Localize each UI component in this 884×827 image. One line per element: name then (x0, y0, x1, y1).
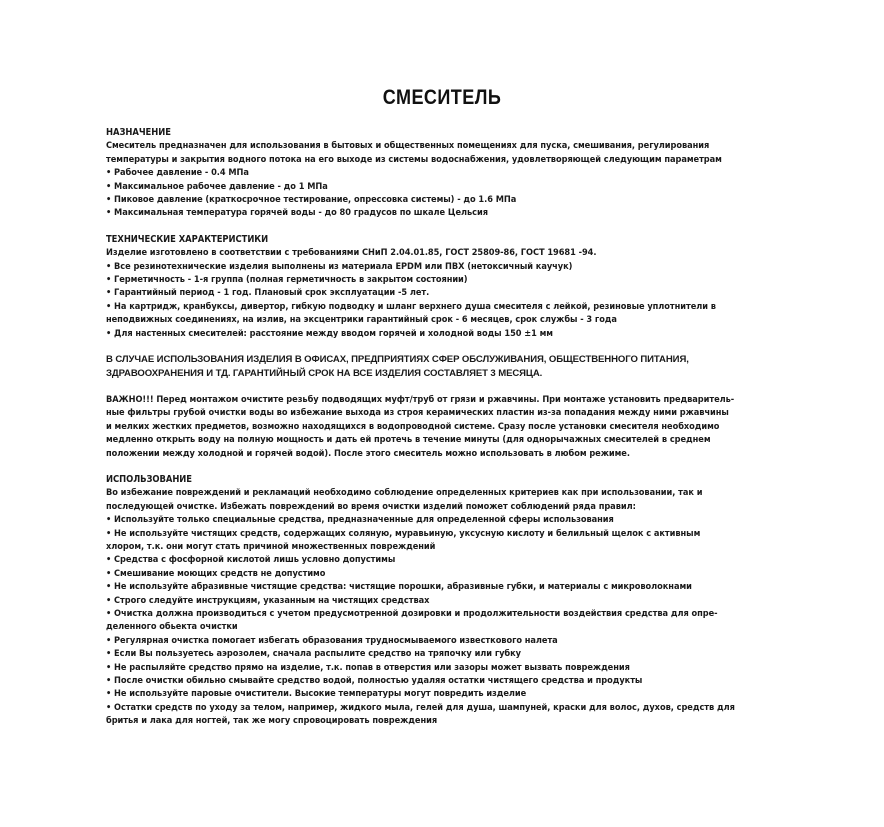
text-line: ЗДРАВООХРАНЕНИЯ И ТД. ГАРАНТИЙНЫЙ СРОК НА ВСЕ ИЗДЕЛИЯ СОСТАВЛЯЕТ 3 МЕСЯЦА. (106, 367, 543, 379)
text-line: ные фильтры грубой очистки воды во избежание выхода из строя керамических пластин из-за попадания между ними ржавчины (106, 407, 729, 419)
section-heading: ТЕХНИЧЕСКИЕ ХАРАКТЕРИСТИКИ (106, 233, 269, 245)
text-line: хлором, т.к. они могут стать причиной множественных повреждений (106, 540, 436, 552)
text-line: • Максимальное рабочее давление - до 1 МПа (106, 180, 328, 192)
section-lines (106, 139, 796, 219)
section-specs (106, 233, 796, 340)
text-line: Смеситель предназначен для использования в бытовых и общественных помещениях для пуска, смешивания, регулирования (106, 140, 710, 152)
text-line: • На картридж, кранбуксы, дивертор, гибкую подводку и шланг верхнего душа смесителя с лейкой, резиновые уплотнители в (106, 300, 716, 312)
text-line: • Средства с фосфорной кислотой лишь условно допустимы (106, 554, 396, 566)
document-body (106, 126, 796, 741)
text-line: • Не используйте чистящих средств, содержащих соляную, муравьиную, уксусную кислоту и белильный щелок с активным (106, 527, 701, 539)
text-line: • Не распыляйте средство прямо на изделие, т.к. попав в отверстия или зазоры может вызвать повреждения (106, 661, 630, 673)
text-line: • Регулярная очистка помогает избегать образования трудносмываемого известкового налета (106, 634, 558, 646)
section-lines (106, 246, 796, 340)
text-line: • После очистки обильно смывайте средство водой, полностью удаляя остатки чистящего средства и продукты (106, 675, 643, 687)
important-lines (106, 393, 796, 460)
text-line: и мелких жестких предметов, возможно находящихся в водопроводной системе. Сразу после установки смесителя необходимо (106, 420, 720, 432)
text-line: бритья и лака для ногтей, так же могу спровоцировать повреждения (106, 715, 438, 727)
text-line: • Очистка должна производиться с учетом предусмотренной дозировки и продолжительности воздействия средства для опре- (106, 608, 718, 619)
text-line: • Строго следуйте инструкциям, указанным на чистящих средствах (106, 594, 430, 606)
text-line: • Герметичность - 1-я группа (полная герметичность в закрытом состоянии) (106, 274, 468, 286)
warranty-notice (106, 353, 796, 380)
text-line: • Остатки средств по уходу за телом, например, жидкого мыла, гелей для душа, шампуней, краски для волос, духов, средств для (106, 701, 735, 713)
text-line: ВАЖНО!!! Перед монтажом очистите резьбу подводящих муфт/труб от грязи и ржавчины. При монтаже установить предваритель- (106, 393, 735, 405)
text-line: положении между холодной и горячей водой). После этого смеситель можно использовать в любом режиме. (106, 447, 630, 459)
text-line: • Если Вы пользуетесь аэрозолем, сначала распылите средство на тряпочку или губку (106, 648, 521, 660)
text-line: последующей очистке. Избежать повреждений во время очистки изделий поможет соблюдений ряда правил: (106, 500, 636, 512)
section-lines (106, 486, 796, 727)
text-line: температуры и закрытия водного потока на его выходе из системы водоснабжения, удовлетворяющей следующим параметрам (106, 153, 722, 165)
section-purpose (106, 126, 796, 220)
text-line: деленного обьекта очистки (106, 621, 238, 633)
text-line: • Для настенных смесителей: расстояние между вводом горячей и холодной воды 150 ±1 мм (106, 327, 553, 339)
text-line: • Все резинотехнические изделия выполнены из материала EPDM или ПВХ (нетоксичный каучук) (106, 260, 573, 272)
text-line: • Не используйте паровые очистители. Высокие температуры могут повредить изделие (106, 688, 527, 700)
section-heading: НАЗНАЧЕНИЕ (106, 127, 171, 138)
text-line: Во избежание повреждений и рекламаций необходимо соблюдение определенных критериев как при использовании, так и (106, 487, 703, 499)
document-title: СМЕСИТЕЛЬ (382, 86, 502, 110)
text-line: В СЛУЧАЕ ИСПОЛЬЗОВАНИЯ ИЗДЕЛИЯ В ОФИСАХ, ПРЕДПРИЯТИЯХ СФЕР ОБСЛУЖИВАНИЯ, ОБЩЕСТВЕННОГО ПИТАНИЯ, (106, 354, 689, 366)
text-line: медленно открыть воду на полную мощность и дать ей протечь в течение минуты (для однорычажных смесителей в среднем (106, 434, 711, 446)
notice-lines (106, 353, 796, 380)
text-line: • Не используйте абразивные чистящие средства: чистящие порошки, абразивные губки, и материалы с микроволокнами (106, 581, 692, 593)
text-line: • Рабочее давление - 0.4 МПа (106, 167, 249, 179)
text-line: Изделие изготовлено в соответствии с требованиями СНиП 2.04.01.85, ГОСТ 25809-86, ГОСТ 19681 -94. (106, 247, 597, 259)
text-line: • Пиковое давление (краткосрочное тестирование, опрессовка системы) - до 1.6 МПа (106, 194, 517, 206)
text-line: • Используйте только специальные средства, предназначенные для определенной сферы использования (106, 514, 614, 526)
section-important (106, 393, 796, 460)
text-line: неподвижных соединениях, на излив, на эксцентрики гарантийный срок - 6 месяцев, срок службы - 3 года (106, 314, 617, 326)
section-usage (106, 473, 796, 728)
text-line: • Гарантийный период - 1 год. Плановый срок эксплуатации -5 лет. (106, 287, 430, 299)
section-heading: ИСПОЛЬЗОВАНИЕ (106, 473, 193, 485)
text-line: • Смешивание моющих средств не допустимо (106, 567, 326, 579)
text-line: • Максимальная температура горячей воды - до 80 градусов по шкале Цельсия (106, 207, 488, 219)
